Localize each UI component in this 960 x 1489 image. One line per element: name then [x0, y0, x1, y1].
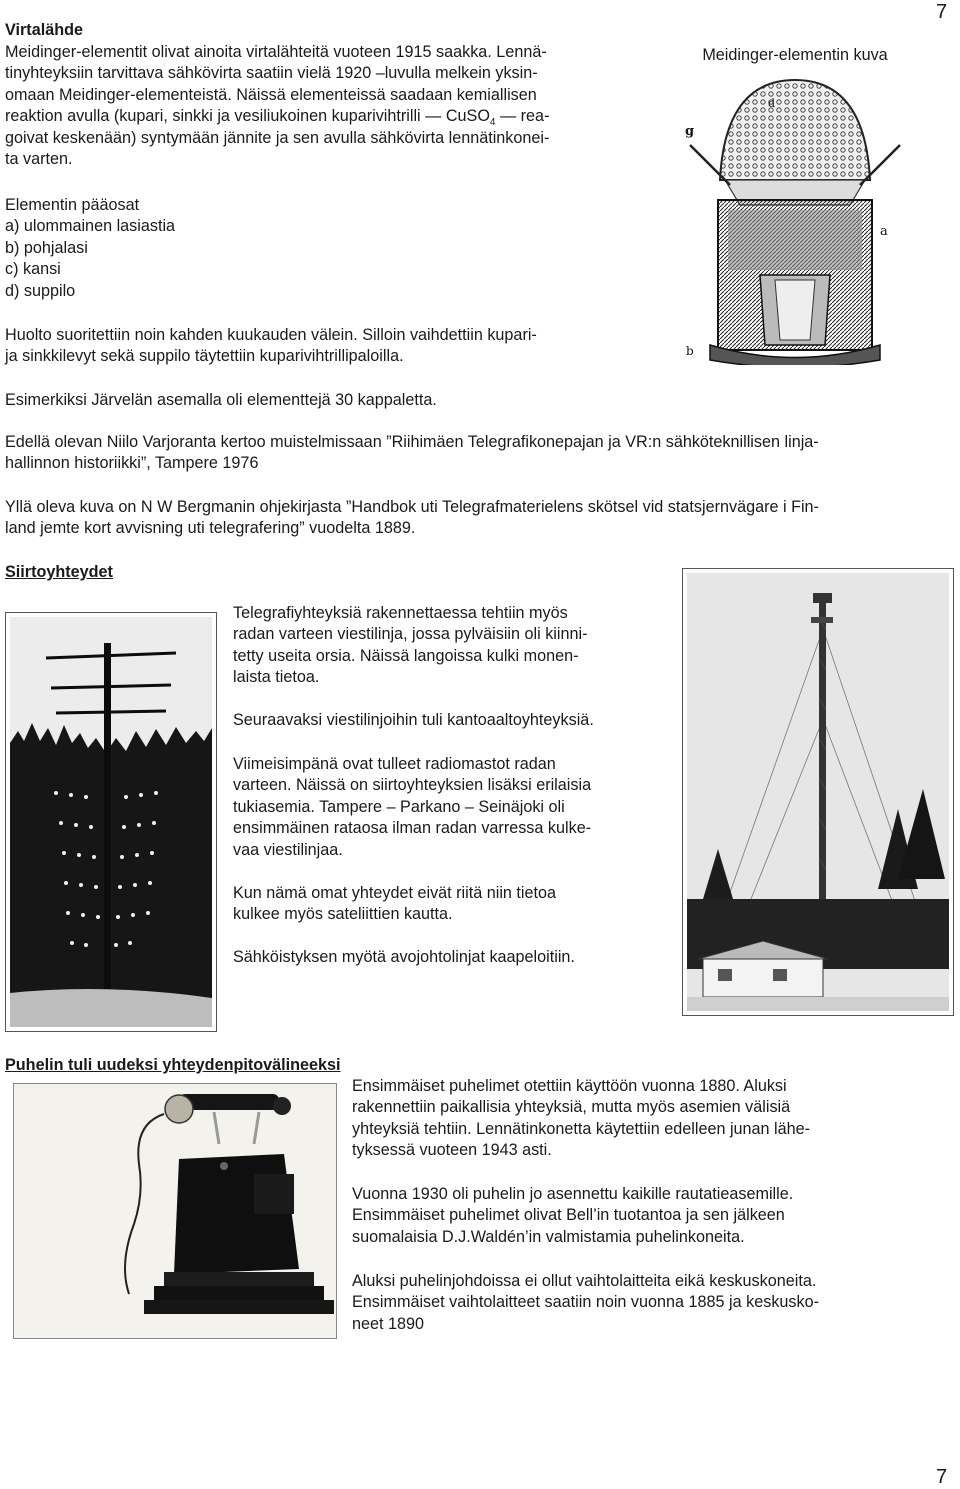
- source-line: Edellä olevan Niilo Varjoranta kertoo muistelmissaan ”Riihimäen Telegrafikonepajan ja VR:n sähköteknillisen linja-: [5, 433, 819, 451]
- figure-caption: Meidinger-elementin kuva: [702, 46, 888, 64]
- siirtoyhteydet-para5: Sähköistyksen myötä avojohtolinjat kaapeloitiin.: [233, 948, 575, 966]
- text-line: Viimeisimpänä ovat tulleet radiomastot radan: [233, 755, 556, 773]
- parts-heading: Elementin pääosat: [5, 196, 140, 214]
- intro-line: Meidinger-elementit olivat ainoita virtalähteitä vuoteen 1915 saakka. Lennä-: [5, 43, 547, 61]
- text-line: Aluksi puhelinjohdoissa ei ollut vaihtolaitteita eikä keskuskoneita.: [352, 1272, 817, 1290]
- text-line: neet 1890: [352, 1314, 425, 1333]
- text-line: laista tietoa.: [233, 668, 320, 687]
- text-line: rakennettiin paikallisia yhteyksiä, mutta myös asemien välisiä: [352, 1098, 791, 1117]
- text-line: ensimmäinen rataosa ilman radan varressa kulke-: [233, 819, 592, 838]
- section-heading-virtalahde: Virtalähde: [5, 21, 83, 39]
- text-line: Ensimmäiset puhelimet olivat Bell’in tuotantoa ja sen jälkeen: [352, 1206, 785, 1225]
- puhelin-para1: [352, 1076, 899, 1162]
- text-line: tetty useita orsia. Näissä langoissa kulki monen-: [233, 646, 579, 665]
- intro-line: goivat keskenään) syntymään jännite ja sen avulla sähkövirta lennätinkonei-: [5, 128, 550, 147]
- maintenance-line: ja sinkkilevyt sekä suppilo täytettiin kuparivihtrillipaloilla.: [5, 347, 404, 366]
- source-line: land jemte kort avvisning uti telegrafering” vuodelta 1889.: [5, 519, 416, 538]
- text-line: kulkee myös sateliittien kautta.: [233, 905, 453, 924]
- intro-line: ta varten.: [5, 150, 73, 169]
- maintenance-paragraph: [5, 325, 670, 368]
- source-paragraph-1: [5, 432, 955, 475]
- section-heading-siirtoyhteydet: Siirtoyhteydet: [5, 563, 113, 581]
- parts-item: a) ulommainen lasiastia: [5, 217, 176, 236]
- text-line: tukiasemia. Tampere – Parkano – Seinäjoki oli: [233, 797, 565, 816]
- source-line: Yllä oleva kuva on N W Bergmanin ohjekirjasta ”Handbok uti Telegrafmaterielens skötsel vid statsjernvägare i Fin-: [5, 498, 819, 516]
- figure-label-a: a: [880, 224, 888, 239]
- text-line: varteen. Näissä on siirtoyhteyksien lisäksi erilaisia: [233, 776, 592, 795]
- siirtoyhteydet-para3: [233, 754, 651, 861]
- section-heading-puhelin: Puhelin tuli uudeksi yhteydenpitovälineeksi: [5, 1056, 341, 1074]
- text-line: Telegrafiyhteyksiä rakennettaessa tehtiin myös: [233, 604, 568, 622]
- parts-item: b) pohjalasi: [5, 238, 88, 257]
- text-line: tyksessä vuoteen 1943 asti.: [352, 1141, 552, 1160]
- text-line: Ensimmäiset puhelimet otettiin käyttöön vuonna 1880. Aluksi: [352, 1077, 787, 1095]
- intro-paragraph: [5, 42, 660, 170]
- text-line: yhteyksiä tehtiin. Lennätinkonetta käytettiin edelleen junan lähe-: [352, 1119, 811, 1138]
- source-line: hallinnon historiikki”, Tampere 1976: [5, 454, 259, 473]
- intro-line: omaan Meidinger-elementeistä. Näissä elementeissä saadaan kemiallisen: [5, 85, 537, 104]
- text-line: radan varteen viestilinja, jossa pylväisiin oli kiinni-: [233, 625, 588, 644]
- siirtoyhteydet-para2: Seuraavaksi viestilinjoihin tuli kantoaaltoyhteyksiä.: [233, 711, 594, 729]
- page-number-top: 7: [936, 1, 948, 23]
- text-line: suomalaisia D.J.Waldén’in valmistamia puhelinkoneita.: [352, 1227, 745, 1246]
- puhelin-para2: [352, 1184, 899, 1248]
- source-paragraph-2: [5, 497, 955, 540]
- meidinger-element-figure: [680, 75, 910, 365]
- siirtoyhteydet-para1: [233, 603, 651, 689]
- maintenance-line: Huolto suoritettiin noin kahden kuukauden välein. Silloin vaihdettiin kupari-: [5, 326, 537, 344]
- text-line: vaa viestilinjaa.: [233, 840, 343, 859]
- figure-label-d: d: [768, 97, 776, 110]
- intro-line: tinyhteyksiin tarvittava sähkövirta saatiin vielä 1920 –luvulla melkein yksin-: [5, 64, 538, 83]
- example-paragraph: Esimerkiksi Järvelän asemalla oli elementtejä 30 kappaletta.: [5, 391, 437, 409]
- radio-mast-photo: [682, 568, 954, 1016]
- telegraph-pole-photo: [5, 612, 217, 1032]
- text-line: Vuonna 1930 oli puhelin jo asennettu kaikille rautatieasemille.: [352, 1185, 794, 1203]
- parts-list: [5, 195, 175, 302]
- parts-item: c) kansi: [5, 260, 61, 279]
- telephone-photo: [13, 1083, 337, 1339]
- siirtoyhteydet-para4: [233, 883, 651, 926]
- intro-line: reaktion avulla (kupari, sinkki ja vesiliukoinen kuparivihtrilli — CuSO$_4$ — rea-: [5, 107, 550, 129]
- text-line: Kun nämä omat yhteydet eivät riitä niin tietoa: [233, 884, 557, 902]
- text-line: Ensimmäiset vaihtolaitteet saatiin noin vuonna 1885 ja keskusko-: [352, 1293, 820, 1312]
- figure-label-g: g: [685, 124, 695, 139]
- parts-item: d) suppilo: [5, 281, 76, 300]
- page-number-bottom: 7: [936, 1466, 948, 1488]
- puhelin-para3: [352, 1271, 899, 1335]
- figure-label-b: b: [686, 344, 694, 358]
